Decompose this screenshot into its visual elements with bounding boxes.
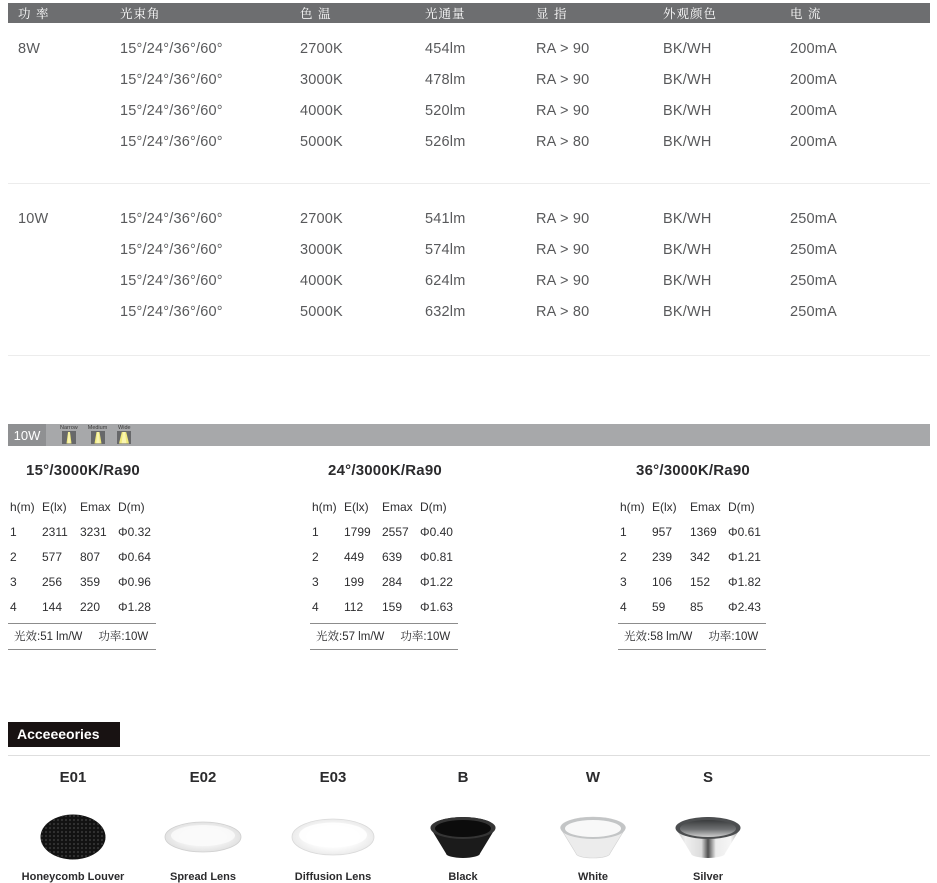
cct-cell: 5000K (300, 133, 343, 150)
col-header: Emax (690, 499, 721, 514)
power-value: 功率:10W (98, 631, 149, 643)
cell: Φ0.61 (728, 524, 761, 539)
photometric-table-24 (310, 462, 460, 650)
cell: 4 (312, 599, 319, 614)
header-beam-angle: 光束角 (120, 7, 161, 21)
cell: 284 (382, 574, 403, 589)
accessory-name: Silver (693, 871, 723, 883)
cri-cell: RA > 80 (536, 303, 590, 320)
accessory-item-b (398, 769, 528, 883)
color-cell: BK/WH (663, 241, 712, 258)
cell: 144 (42, 599, 63, 614)
accessory-name: Spread Lens (169, 871, 237, 883)
silver-reflector-icon (673, 815, 743, 859)
flux-cell: 526lm (425, 133, 466, 150)
cell: Φ1.22 (420, 574, 453, 589)
spec-row (8, 64, 930, 95)
cct-cell: 2700K (300, 40, 343, 57)
accessory-item-e02 (138, 769, 268, 883)
current-cell: 200mA (790, 102, 837, 119)
cell: Φ2.43 (728, 599, 761, 614)
power-value: 功率:10W (400, 631, 451, 643)
beam-options (60, 424, 131, 446)
photometric-table-title: 24°/3000K/Ra90 (328, 462, 442, 479)
efficacy-value: 光效:51 lm/W (14, 631, 83, 643)
flux-cell: 632lm (425, 303, 466, 320)
cell: Φ0.96 (118, 574, 151, 589)
beam-angle-cell: 15°/24°/36°/60° (120, 133, 223, 150)
beam-angle-cell: 15°/24°/36°/60° (120, 303, 223, 320)
col-header: D(m) (118, 499, 145, 514)
cell: 3 (312, 574, 319, 589)
spec-row (8, 203, 930, 234)
cct-cell: 2700K (300, 210, 343, 227)
cri-cell: RA > 90 (536, 40, 590, 57)
col-header: D(m) (420, 499, 447, 514)
cell: 359 (80, 574, 101, 589)
accessories-title: Acceeeories (8, 722, 120, 747)
black-reflector-icon (428, 815, 498, 859)
cell: 59 (652, 599, 666, 614)
current-cell: 250mA (790, 241, 837, 258)
col-header: h(m) (10, 499, 35, 514)
cell: Φ1.21 (728, 549, 761, 564)
medium-label: Medium (87, 425, 108, 431)
cell: 1 (620, 524, 627, 539)
cell: 2557 (382, 524, 409, 539)
accessory-name: Honeycomb Louver (21, 871, 125, 883)
spec-table-body (8, 33, 930, 356)
power-cell: 8W (18, 40, 41, 57)
cell: Φ1.63 (420, 599, 453, 614)
cell: 199 (344, 574, 365, 589)
photometric-table-36 (618, 462, 768, 650)
cell: Φ1.28 (118, 599, 151, 614)
beam-angle-cell: 15°/24°/36°/60° (120, 71, 223, 88)
accessory-item-e03 (268, 769, 398, 883)
photometric-table-title: 15°/3000K/Ra90 (26, 462, 140, 479)
beam-option-medium (88, 425, 108, 444)
spec-row (8, 33, 930, 64)
cri-cell: RA > 90 (536, 210, 590, 227)
accessory-code: W (585, 769, 601, 786)
flux-cell: 478lm (425, 71, 466, 88)
cell: 85 (690, 599, 704, 614)
divider (8, 355, 930, 356)
col-header: Emax (382, 499, 413, 514)
photometric-table-footer (618, 623, 766, 650)
accessories-section (8, 722, 930, 883)
header-cri: 显 指 (536, 7, 568, 21)
current-cell: 250mA (790, 303, 837, 320)
accessory-code: B (457, 769, 469, 786)
beam-angle-cell: 15°/24°/36°/60° (120, 210, 223, 227)
color-cell: BK/WH (663, 303, 712, 320)
narrow-label: Narrow (60, 425, 78, 431)
color-cell: BK/WH (663, 133, 712, 150)
cct-cell: 4000K (300, 102, 343, 119)
cell: 106 (652, 574, 673, 589)
beam-angle-cell: 15°/24°/36°/60° (120, 102, 223, 119)
cri-cell: RA > 90 (536, 272, 590, 289)
col-header: D(m) (728, 499, 755, 514)
header-power: 功 率 (18, 7, 50, 21)
cell: 1799 (344, 524, 371, 539)
divider (8, 755, 930, 756)
cct-cell: 3000K (300, 71, 343, 88)
accessory-code: S (702, 769, 713, 786)
medium-beam-icon (91, 431, 105, 444)
beam-angle-cell: 15°/24°/36°/60° (120, 241, 223, 258)
color-cell: BK/WH (663, 40, 712, 57)
cell: 3 (620, 574, 627, 589)
header-current: 电 流 (790, 7, 822, 21)
photometric-grid (618, 494, 768, 619)
header-flux: 光通量 (425, 7, 466, 21)
cell: Φ0.40 (420, 524, 453, 539)
wide-beam-icon (117, 431, 131, 444)
spec-row (8, 265, 930, 296)
cri-cell: RA > 90 (536, 241, 590, 258)
accessory-name: Diffusion Lens (294, 871, 372, 883)
photometric-grid (310, 494, 460, 619)
power-cell: 10W (18, 210, 49, 227)
cell: 2 (10, 549, 17, 564)
cell: 807 (80, 549, 101, 564)
header-cct: 色 温 (300, 7, 332, 21)
accessory-item-s (658, 769, 758, 883)
beam-option-wide (117, 425, 131, 444)
spec-row (8, 126, 930, 157)
col-header: E(lx) (344, 499, 369, 514)
cct-cell: 3000K (300, 241, 343, 258)
beam-angle-cell: 15°/24°/36°/60° (120, 40, 223, 57)
cell: 957 (652, 524, 673, 539)
white-reflector-icon (558, 815, 628, 859)
accessory-name: Black (448, 871, 478, 883)
accessory-code: E01 (59, 769, 87, 786)
accessory-item-e01 (8, 769, 138, 883)
cell: 152 (690, 574, 711, 589)
flux-cell: 454lm (425, 40, 466, 57)
cell: 220 (80, 599, 101, 614)
diffusion-lens-icon (291, 818, 375, 856)
cell: Φ0.32 (118, 524, 151, 539)
photometric-table-footer (310, 623, 458, 650)
spec-row (8, 234, 930, 265)
cell: 639 (382, 549, 403, 564)
color-cell: BK/WH (663, 210, 712, 227)
col-header: Emax (80, 499, 111, 514)
cell: 577 (42, 549, 63, 564)
spec-row (8, 296, 930, 327)
color-cell: BK/WH (663, 272, 712, 289)
beam-option-narrow (60, 425, 78, 444)
cri-cell: RA > 90 (536, 71, 590, 88)
flux-cell: 520lm (425, 102, 466, 119)
current-cell: 250mA (790, 210, 837, 227)
photometric-table-title: 36°/3000K/Ra90 (636, 462, 750, 479)
accessory-code: E03 (319, 769, 347, 786)
photometric-table-15 (8, 462, 158, 650)
cri-cell: RA > 80 (536, 133, 590, 150)
cell: Φ0.64 (118, 549, 151, 564)
cct-cell: 4000K (300, 272, 343, 289)
accessories-row (8, 769, 930, 883)
accessory-code: E02 (189, 769, 217, 786)
cct-cell: 5000K (300, 303, 343, 320)
current-cell: 200mA (790, 71, 837, 88)
power-value: 功率:10W (708, 631, 759, 643)
accessory-name: White (578, 871, 608, 883)
cell: 3231 (80, 524, 107, 539)
spread-lens-icon (164, 821, 242, 853)
color-cell: BK/WH (663, 71, 712, 88)
cell: Φ1.82 (728, 574, 761, 589)
cell: Φ0.81 (420, 549, 453, 564)
cell: 2 (620, 549, 627, 564)
current-cell: 250mA (790, 272, 837, 289)
cell: 2 (312, 549, 319, 564)
col-header: h(m) (620, 499, 645, 514)
narrow-beam-icon (62, 431, 76, 444)
cell: 112 (344, 599, 364, 614)
beam-angle-cell: 15°/24°/36°/60° (120, 272, 223, 289)
cell: 1369 (690, 524, 717, 539)
cell: 1 (312, 524, 319, 539)
efficacy-value: 光效:58 lm/W (624, 631, 693, 643)
efficacy-value: 光效:57 lm/W (316, 631, 385, 643)
cell: 3 (10, 574, 17, 589)
flux-cell: 624lm (425, 272, 466, 289)
photometric-table-footer (8, 623, 156, 650)
photometric-section (8, 462, 930, 650)
cell: 449 (344, 549, 365, 564)
photometric-grid (8, 494, 158, 619)
cell: 4 (10, 599, 17, 614)
beam-angle-bar (8, 424, 930, 446)
spec-table-header (8, 3, 930, 23)
current-cell: 200mA (790, 133, 837, 150)
header-color: 外观颜色 (663, 7, 718, 21)
cell: 2311 (42, 524, 68, 539)
cri-cell: RA > 90 (536, 102, 590, 119)
cell: 1 (10, 524, 17, 539)
cell: 239 (652, 549, 673, 564)
cell: 256 (42, 574, 63, 589)
color-cell: BK/WH (663, 102, 712, 119)
cell: 4 (620, 599, 627, 614)
current-cell: 200mA (790, 40, 837, 57)
wide-label: Wide (118, 425, 131, 431)
flux-cell: 574lm (425, 241, 466, 258)
power-badge: 10W (8, 424, 46, 446)
accessory-item-w (528, 769, 658, 883)
cell: 342 (690, 549, 711, 564)
col-header: h(m) (312, 499, 337, 514)
col-header: E(lx) (652, 499, 677, 514)
honeycomb-louver-icon (40, 814, 106, 860)
cell: 159 (382, 599, 403, 614)
flux-cell: 541lm (425, 210, 466, 227)
spec-row (8, 95, 930, 126)
col-header: E(lx) (42, 499, 67, 514)
